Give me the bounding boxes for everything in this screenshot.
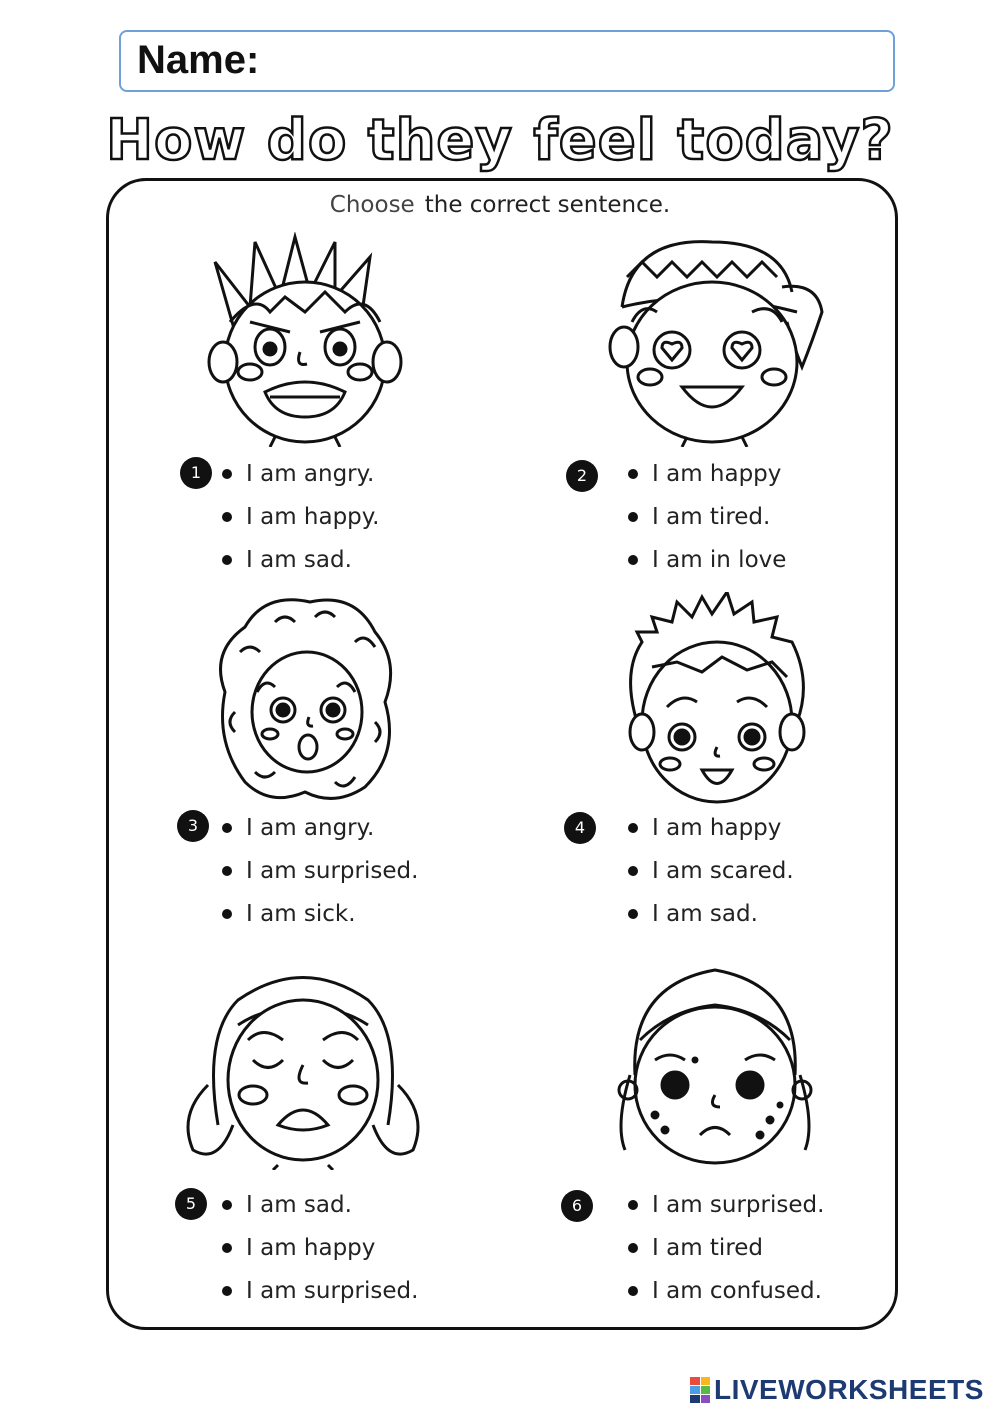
- question-6-option-2[interactable]: [628, 1233, 824, 1276]
- angry-face-illustration: [195, 232, 415, 447]
- bullet-icon: [628, 512, 638, 522]
- question-1-option-3[interactable]: [222, 545, 379, 588]
- instruction-rest: the correct sentence.: [424, 192, 671, 218]
- question-3-option-3[interactable]: [222, 899, 418, 942]
- option-text: I am surprised.: [246, 858, 419, 884]
- liveworksheets-logo-icon: [690, 1377, 710, 1403]
- question-4-option-3[interactable]: [628, 899, 794, 942]
- option-text: I am sad.: [246, 547, 352, 573]
- question-6-option-1[interactable]: [628, 1190, 824, 1233]
- option-text: I am happy: [246, 1235, 376, 1261]
- question-5-option-1[interactable]: [222, 1190, 418, 1233]
- happy-face-illustration: [622, 592, 812, 817]
- question-5-option-3[interactable]: [222, 1276, 418, 1319]
- question-6-options: [628, 1190, 824, 1319]
- bullet-icon: [222, 555, 232, 565]
- option-text: I am sad.: [246, 1192, 352, 1218]
- option-text: I am scared.: [652, 858, 794, 884]
- question-number-1: 1: [180, 457, 212, 489]
- question-number-2: 2: [566, 460, 598, 492]
- option-text: I am sad.: [652, 901, 758, 927]
- question-2-option-3[interactable]: [628, 545, 786, 588]
- bullet-icon: [628, 555, 638, 565]
- question-2-option-2[interactable]: [628, 502, 786, 545]
- in-love-face-illustration: [602, 232, 832, 447]
- bullet-icon: [222, 1286, 232, 1296]
- question-4-option-2[interactable]: [628, 856, 794, 899]
- question-3-options: [222, 813, 418, 942]
- name-label: Name:: [137, 38, 260, 82]
- question-number-6: 6: [561, 1190, 593, 1222]
- question-4-option-1[interactable]: [628, 813, 794, 856]
- question-3-option-2[interactable]: [222, 856, 418, 899]
- bullet-icon: [628, 1286, 638, 1296]
- instruction-word-choose: Choose: [329, 192, 415, 218]
- bullet-icon: [222, 512, 232, 522]
- option-text: I am angry.: [246, 461, 375, 487]
- question-number-3: 3: [177, 810, 209, 842]
- option-text: I am happy.: [246, 504, 380, 530]
- sad-face-illustration: [178, 965, 428, 1170]
- option-text: I am happy: [652, 815, 782, 841]
- question-2-options: [628, 459, 786, 588]
- question-1-option-2[interactable]: [222, 502, 379, 545]
- instruction-text: [0, 192, 1000, 218]
- confused-face-illustration: [610, 965, 820, 1170]
- option-text: I am happy: [652, 461, 782, 487]
- option-text: I am tired: [652, 1235, 764, 1261]
- question-1-options: [222, 459, 379, 588]
- question-5-option-2[interactable]: [222, 1233, 418, 1276]
- option-text: I am sick.: [246, 901, 356, 927]
- bullet-icon: [628, 866, 638, 876]
- logo-text: LIVEWORKSHEETS: [714, 1374, 984, 1405]
- question-5-options: [222, 1190, 418, 1319]
- option-text: I am in love: [652, 547, 787, 573]
- question-4-options: [628, 813, 794, 942]
- question-number-5: 5: [175, 1188, 207, 1220]
- bullet-icon: [222, 909, 232, 919]
- bullet-icon: [222, 823, 232, 833]
- bullet-icon: [222, 1200, 232, 1210]
- option-text: I am surprised.: [652, 1192, 825, 1218]
- bullet-icon: [222, 866, 232, 876]
- bullet-icon: [222, 469, 232, 479]
- option-text: I am angry.: [246, 815, 375, 841]
- question-3-option-1[interactable]: [222, 813, 418, 856]
- surprised-face-illustration: [215, 592, 395, 807]
- liveworksheets-logo[interactable]: [690, 1372, 984, 1408]
- bullet-icon: [628, 1243, 638, 1253]
- option-text: I am confused.: [652, 1278, 822, 1304]
- name-field[interactable]: [119, 30, 895, 92]
- question-2-option-1[interactable]: [628, 459, 786, 502]
- bullet-icon: [628, 469, 638, 479]
- question-6-option-3[interactable]: [628, 1276, 824, 1319]
- option-text: I am tired.: [652, 504, 771, 530]
- worksheet-title: How do they feel today?: [106, 108, 894, 173]
- bullet-icon: [628, 823, 638, 833]
- option-text: I am surprised.: [246, 1278, 419, 1304]
- bullet-icon: [222, 1243, 232, 1253]
- question-1-option-1[interactable]: [222, 459, 379, 502]
- question-number-4: 4: [564, 812, 596, 844]
- bullet-icon: [628, 1200, 638, 1210]
- bullet-icon: [628, 909, 638, 919]
